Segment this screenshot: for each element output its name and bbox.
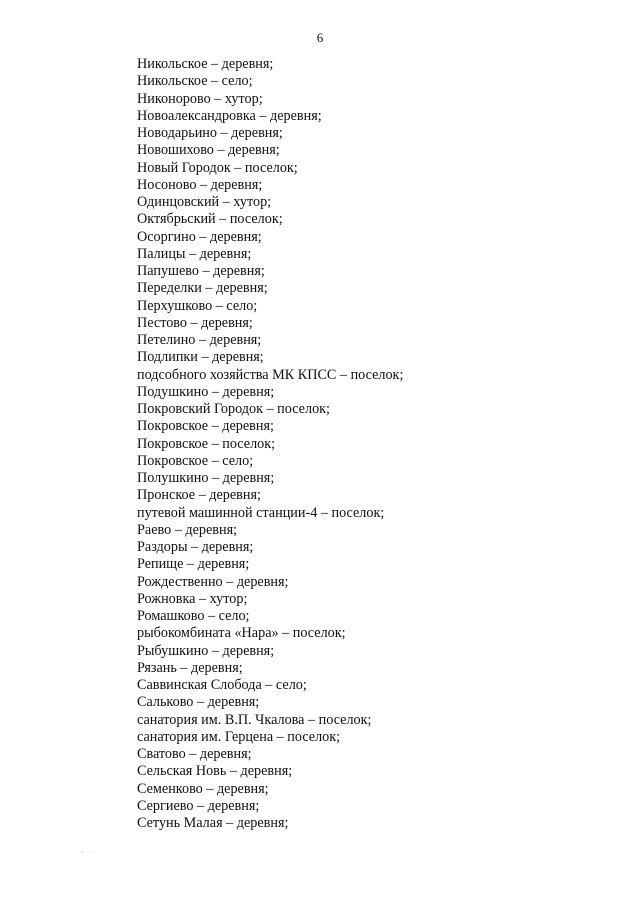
list-item: Палицы – деревня; <box>137 245 252 262</box>
list-item: Рожновка – хутор; <box>137 590 248 607</box>
list-item: Осоргино – деревня; <box>137 228 262 245</box>
list-item: Новошихово – деревня; <box>137 142 280 159</box>
list-item: Семенково – деревня; <box>137 780 269 797</box>
list-item: рыбокомбината «Нара» – поселок; <box>137 625 346 642</box>
list-item: Сергиево – деревня; <box>137 797 260 814</box>
list-item: Раздоры – деревня; <box>137 539 254 555</box>
list-item: Перхушково – село; <box>137 297 258 314</box>
list-item: Сватово – деревня; <box>137 746 252 762</box>
list-item: санатория им. Герцена – поселок; <box>137 728 341 745</box>
list-item: Октябрьский – поселок; <box>137 211 283 228</box>
list-item: Полушкино – деревня; <box>137 470 275 486</box>
list-item: Новодарьино – деревня; <box>137 125 283 141</box>
list-item: Подлипки – деревня; <box>137 349 264 366</box>
list-item: Переделки – деревня; <box>137 280 268 297</box>
list-item: Одинцовский – хутор; <box>137 194 272 210</box>
settlement-list <box>137 56 403 832</box>
list-item: Покровский Городок – поселок; <box>137 401 330 417</box>
list-item: Сальково – деревня; <box>137 694 260 711</box>
scan-artifact <box>80 850 100 854</box>
list-item: Сельская Новь – деревня; <box>137 763 293 780</box>
list-item: Сетунь Малая – деревня; <box>137 815 289 831</box>
list-item: Подушкино – деревня; <box>137 383 275 400</box>
list-item: Никонорово – хутор; <box>137 90 263 107</box>
list-item: Рыбушкино – деревня; <box>137 642 275 659</box>
list-item: Никольское – деревня; <box>137 56 274 72</box>
list-item: Папушево – деревня; <box>137 263 265 279</box>
list-item: Ромашково – село; <box>137 608 250 624</box>
list-item: Покровское – село; <box>137 452 254 469</box>
list-item: Покровское – поселок; <box>137 435 276 452</box>
list-item: Репище – деревня; <box>137 556 250 573</box>
list-item: санатория им. В.П. Чкалова – поселок; <box>137 711 372 728</box>
list-item: Носоново – деревня; <box>137 176 263 193</box>
list-item: Рязань – деревня; <box>137 659 243 676</box>
list-item: Раево – деревня; <box>137 521 238 538</box>
list-item: Саввинская Слобода – село; <box>137 677 307 693</box>
list-item: Петелино – деревня; <box>137 332 262 348</box>
list-item: Новоалександровка – деревня; <box>137 107 322 124</box>
list-item: Рождественно – деревня; <box>137 573 289 590</box>
list-item: Никольское – село; <box>137 73 253 90</box>
list-item: подсобного хозяйства МК КПСС – поселок; <box>137 366 404 383</box>
page-number: 6 <box>316 30 324 45</box>
list-item: Пронское – деревня; <box>137 487 261 504</box>
list-item: Новый Городок – поселок; <box>137 159 298 176</box>
list-item: Пестово – деревня; <box>137 314 253 331</box>
list-item: Покровское – деревня; <box>137 418 274 435</box>
list-item: путевой машинной станции-4 – поселок; <box>137 504 385 521</box>
